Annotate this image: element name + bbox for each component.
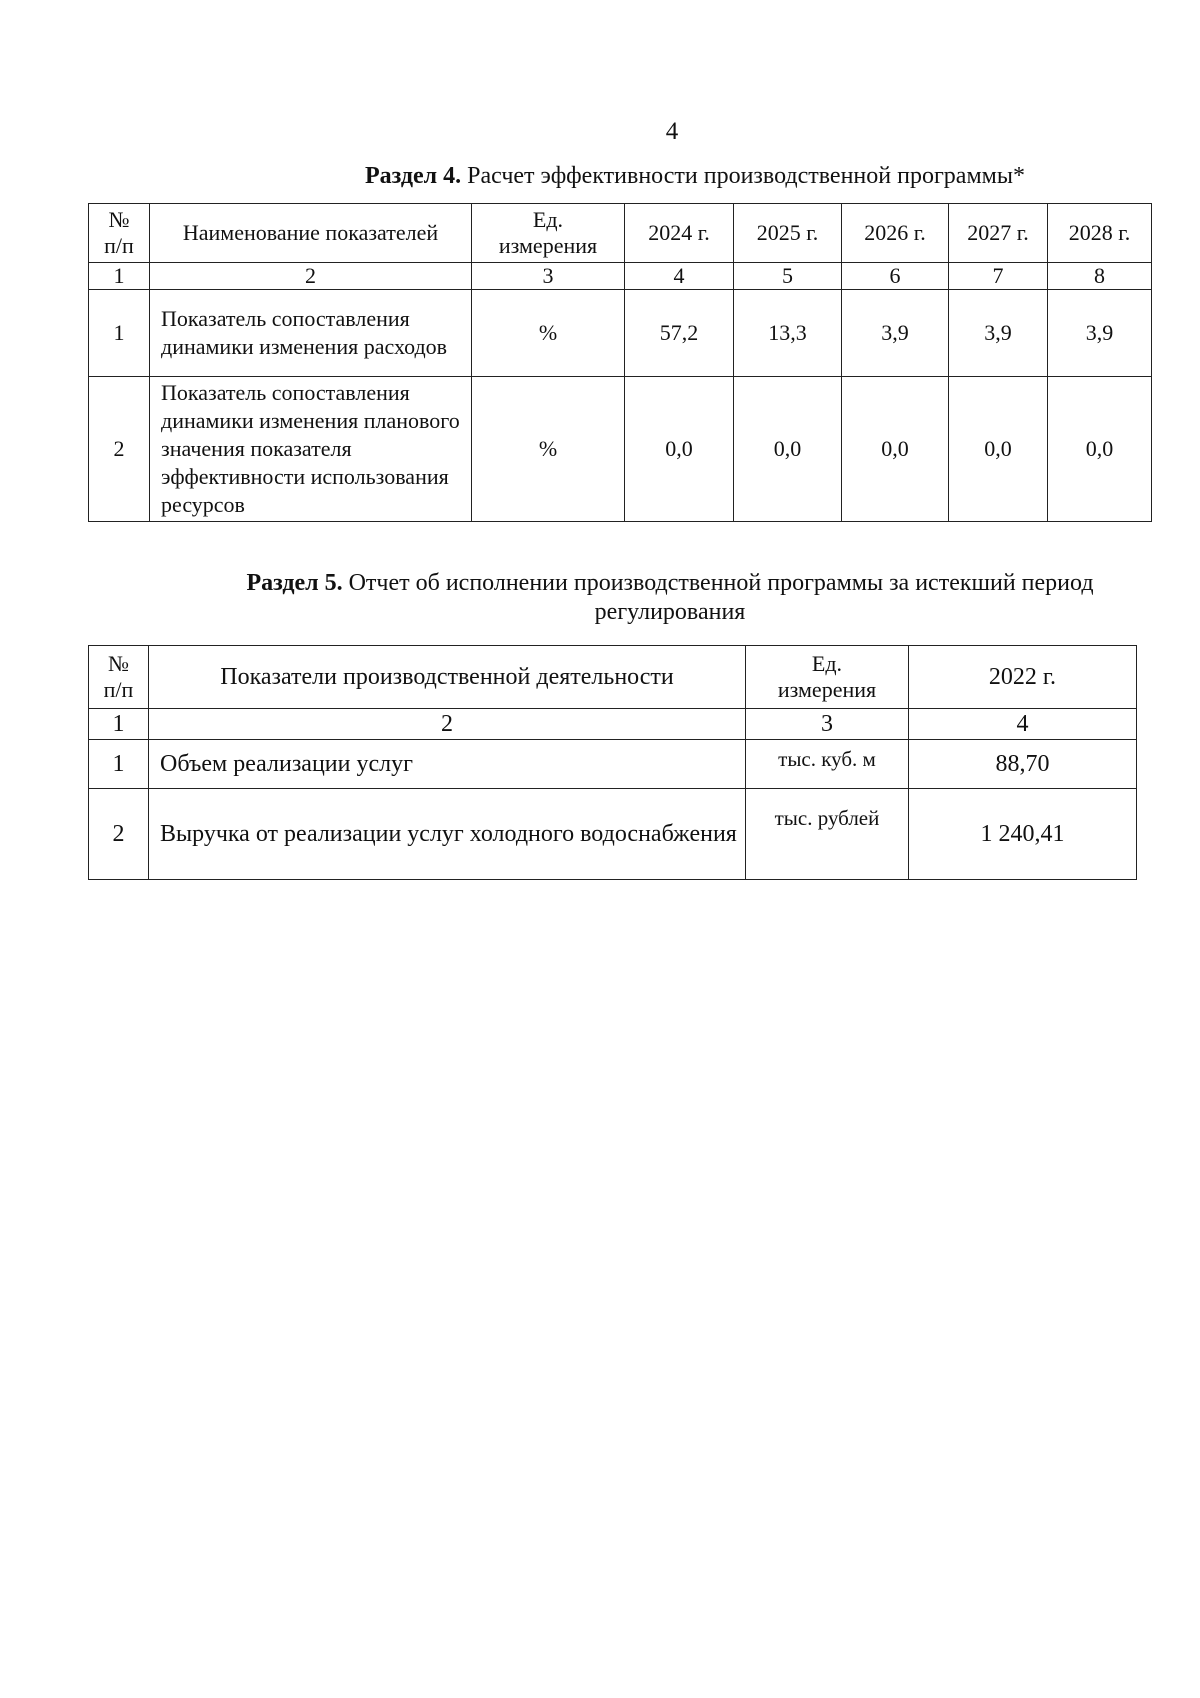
table-row bbox=[89, 377, 1152, 522]
row-value-2027: 3,9 bbox=[949, 290, 1048, 377]
row-unit: тыс. рублей bbox=[746, 789, 909, 880]
row-name: Показатель сопоставления динамики изменения планового значения показателя эффективности использования ресурсов bbox=[150, 377, 472, 522]
page-number: 4 bbox=[665, 118, 679, 145]
header-num: № п/п bbox=[89, 204, 150, 263]
column-number: 8 bbox=[1048, 263, 1152, 290]
header-2028: 2028 г. bbox=[1048, 204, 1152, 263]
header-2024: 2024 г. bbox=[625, 204, 734, 263]
section-5-title bbox=[210, 569, 1130, 627]
section-5-title-bold: Раздел 5. bbox=[246, 570, 343, 596]
header-unit: Ед. измерения bbox=[472, 204, 625, 263]
section-4-title-bold: Раздел 4. bbox=[365, 163, 462, 189]
section-4-title bbox=[250, 162, 1140, 191]
table-row bbox=[89, 740, 1137, 789]
column-number: 6 bbox=[842, 263, 949, 290]
row-value-2028: 0,0 bbox=[1048, 377, 1152, 522]
column-number: 3 bbox=[472, 263, 625, 290]
row-value-2028: 3,9 bbox=[1048, 290, 1152, 377]
column-number: 3 bbox=[746, 709, 909, 740]
row-name: Выручка от реализации услуг холодного водоснабжения bbox=[149, 789, 746, 880]
row-num: 1 bbox=[89, 740, 149, 789]
header-2026: 2026 г. bbox=[842, 204, 949, 263]
row-value-2025: 0,0 bbox=[734, 377, 842, 522]
row-num: 1 bbox=[89, 290, 150, 377]
column-number: 2 bbox=[150, 263, 472, 290]
column-number: 7 bbox=[949, 263, 1048, 290]
column-number: 1 bbox=[89, 263, 150, 290]
row-value-2024: 0,0 bbox=[625, 377, 734, 522]
row-name: Объем реализации услуг bbox=[149, 740, 746, 789]
header-name: Наименование показателей bbox=[150, 204, 472, 263]
row-value-2022: 88,70 bbox=[909, 740, 1137, 789]
row-unit: тыс. куб. м bbox=[746, 740, 909, 789]
row-num: 2 bbox=[89, 789, 149, 880]
header-2027: 2027 г. bbox=[949, 204, 1048, 263]
column-number: 4 bbox=[625, 263, 734, 290]
row-value-2027: 0,0 bbox=[949, 377, 1048, 522]
row-num: 2 bbox=[89, 377, 150, 522]
row-value-2026: 3,9 bbox=[842, 290, 949, 377]
header-2022: 2022 г. bbox=[909, 646, 1137, 709]
table-header-row bbox=[89, 204, 1152, 263]
table-row bbox=[89, 789, 1137, 880]
table-header-row bbox=[89, 646, 1137, 709]
row-unit: % bbox=[472, 290, 625, 377]
column-number: 1 bbox=[89, 709, 149, 740]
row-unit: % bbox=[472, 377, 625, 522]
column-number: 5 bbox=[734, 263, 842, 290]
section-5-table bbox=[88, 645, 1137, 880]
row-name: Показатель сопоставления динамики изменения расходов bbox=[150, 290, 472, 377]
section-4-table bbox=[88, 203, 1152, 522]
header-name: Показатели производственной деятельности bbox=[149, 646, 746, 709]
column-numbers-row bbox=[89, 709, 1137, 740]
section-5-title-text: Отчет об исполнении производственной программы за истекший период регулирования bbox=[342, 570, 1094, 625]
row-value-2024: 57,2 bbox=[625, 290, 734, 377]
row-value-2022: 1 240,41 bbox=[909, 789, 1137, 880]
column-number: 2 bbox=[149, 709, 746, 740]
column-numbers-row bbox=[89, 263, 1152, 290]
column-number: 4 bbox=[909, 709, 1137, 740]
header-unit: Ед. измерения bbox=[746, 646, 909, 709]
table-row bbox=[89, 290, 1152, 377]
header-2025: 2025 г. bbox=[734, 204, 842, 263]
row-value-2025: 13,3 bbox=[734, 290, 842, 377]
section-4-title-text: Расчет эффективности производственной программы* bbox=[461, 163, 1025, 189]
header-num: № п/п bbox=[89, 646, 149, 709]
row-value-2026: 0,0 bbox=[842, 377, 949, 522]
